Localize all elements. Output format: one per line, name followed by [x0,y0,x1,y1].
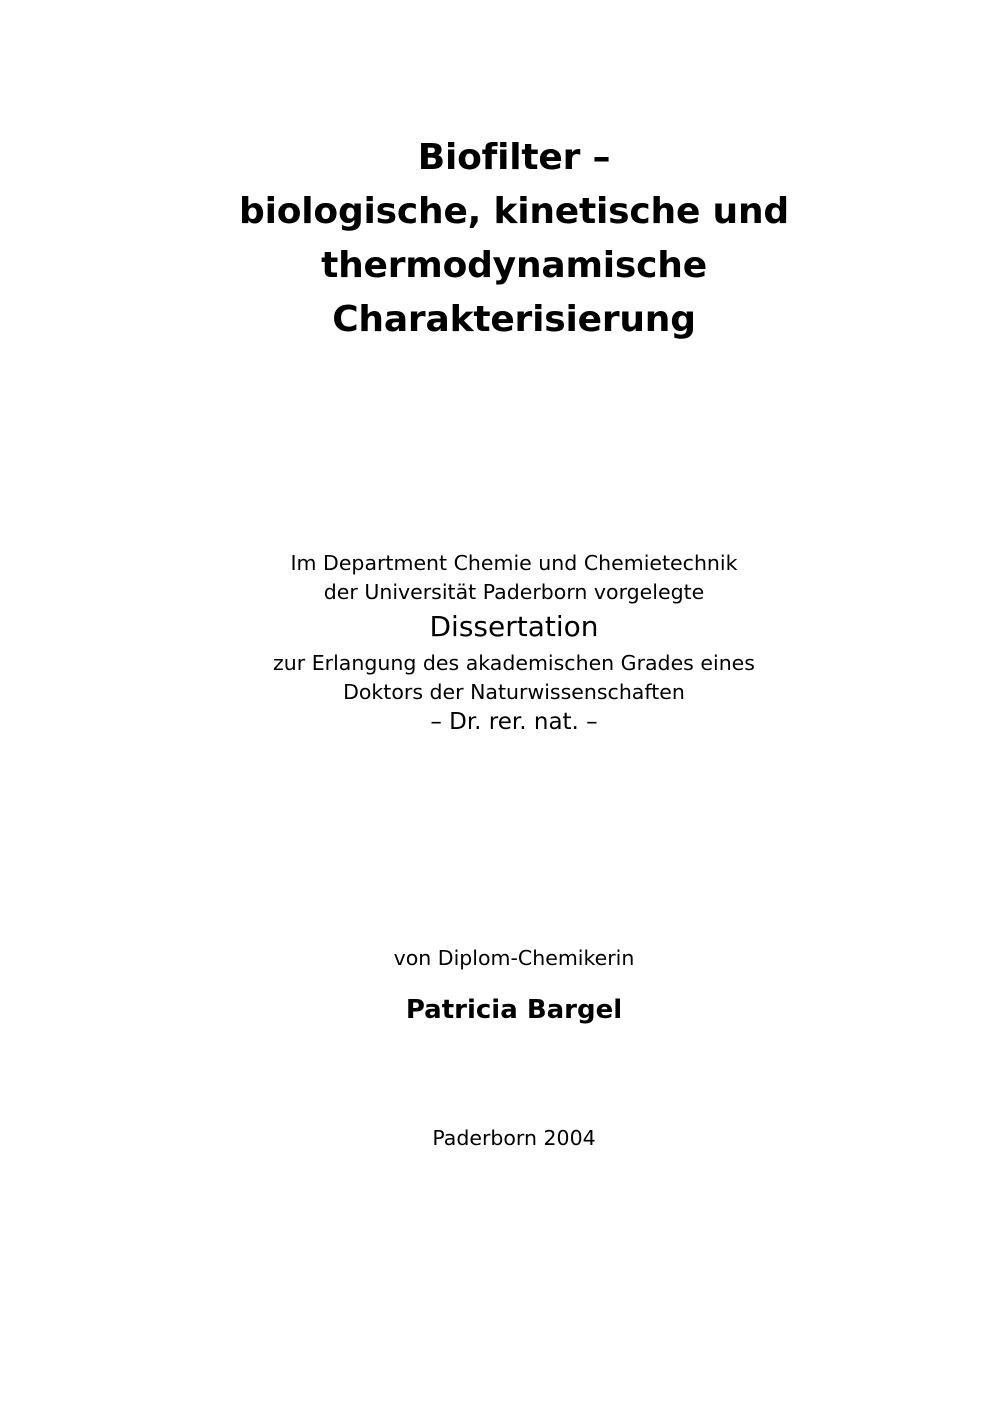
title-line-4: Charakterisierung [332,299,696,340]
university-line: der Universität Paderborn vorgelegte [323,580,705,604]
title-line-2: biologische, kinetische und [239,191,789,232]
author-intro: von Diplom-Chemikerin [393,946,635,970]
degree-purpose-line: zur Erlangung des akademischen Grades eines [273,651,755,675]
department-line: Im Department Chemie und Chemietechnik [290,551,738,575]
place-and-year: Paderborn 2004 [432,1126,596,1150]
document-type: Dissertation [429,610,599,643]
submission-statement [0,549,1000,737]
thesis-title [0,131,1000,347]
degree-abbreviation: – Dr. rer. nat. – [430,709,598,735]
title-line-3: thermodynamische [321,245,707,286]
title-line-1: Biofilter – [417,137,611,178]
degree-name-line: Doktors der Naturwissenschaften [343,680,685,704]
author-name: Patricia Bargel [405,995,623,1025]
